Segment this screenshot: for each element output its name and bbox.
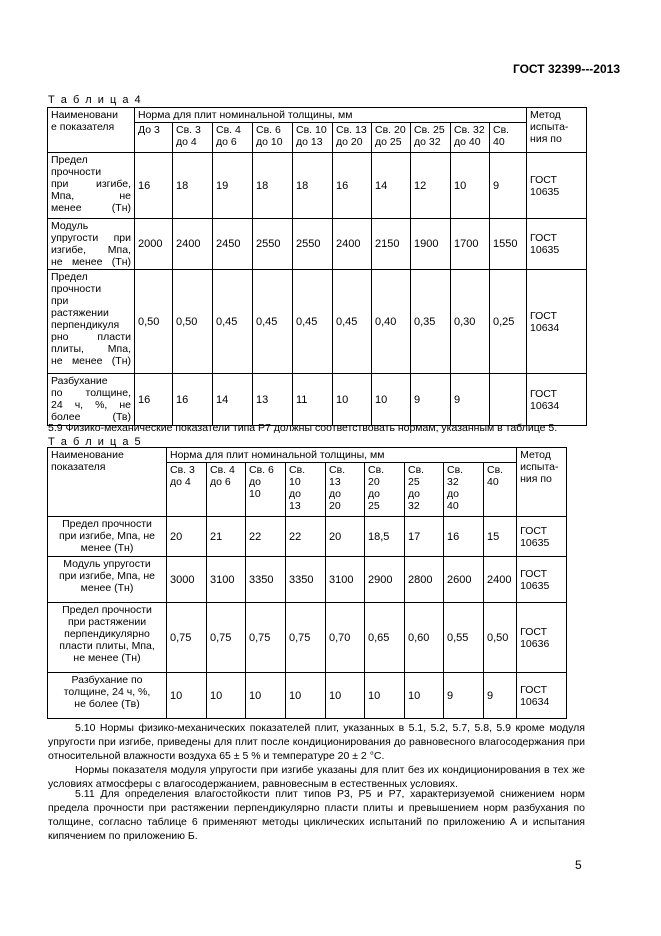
thickness-header: Св. 3 до 4 <box>167 463 207 517</box>
value-cell: 10 <box>286 673 326 719</box>
thickness-header: Св. 4 до 6 <box>213 123 253 153</box>
value-cell: 0,50 <box>173 270 213 374</box>
value-cell: 18 <box>293 153 333 219</box>
table-row <box>48 219 587 270</box>
value-cell: 0,70 <box>326 603 365 673</box>
value-cell: 2150 <box>372 219 411 270</box>
thickness-header: Св. 13 до 20 <box>333 123 372 153</box>
value-cell: 16 <box>135 153 173 219</box>
table4-method-header: Метод испыта- ния по <box>527 108 587 153</box>
method-cell: ГОСТ 10634 <box>527 270 587 374</box>
row-name: Разбухание по толщине, 24 ч, %, не более (Тв) <box>48 673 167 719</box>
value-cell: 18,5 <box>365 517 405 557</box>
value-cell: 0,40 <box>372 270 411 374</box>
value-cell: 0,25 <box>490 270 527 374</box>
table5-name-header: Наименование показателя <box>48 448 167 517</box>
thickness-header: Св. 6 до 10 <box>246 463 286 517</box>
table-row <box>48 153 587 219</box>
value-cell: 9 <box>490 153 527 219</box>
value-cell: 9 <box>451 374 490 426</box>
value-cell: 9 <box>411 374 451 426</box>
thickness-header: Св. 10 до 13 <box>293 123 333 153</box>
value-cell: 3100 <box>207 557 246 603</box>
value-cell: 2400 <box>484 557 517 603</box>
row-name: Разбухание по толщине, 24 ч, %, не более (Тв) <box>48 374 135 426</box>
table4-caption: Т а б л и ц а 4 <box>48 94 143 106</box>
value-cell: 2550 <box>253 219 293 270</box>
thickness-header: Св. 25 до 32 <box>405 463 444 517</box>
thickness-header: Св. 20 до 25 <box>372 123 411 153</box>
clause-5-11: 5.11 Для определения влагостойкости плит типов Р3, Р5 и Р7, характеризуемой снижением норм предела прочности при растяжении перпендикулярно пласти плиты и превышением норм разбухания по толщине, согласно таблице 6 применяют методы циклических испытаний по приложению А и испытания кипячением по приложению Б. <box>48 788 585 842</box>
value-cell: 9 <box>444 673 484 719</box>
value-cell: 13 <box>253 374 293 426</box>
value-cell: 10 <box>333 374 372 426</box>
value-cell: 10 <box>451 153 490 219</box>
clause-5-9: 5.9 Физико-механические показатели типа Р7 должны соответствовать нормам, указанным в таблице 5. <box>48 422 558 434</box>
value-cell: 0,30 <box>451 270 490 374</box>
clause-5-10: 5.10 Нормы физико-механических показателей плит, указанных в 5.1, 5.2, 5.7, 5.8, 5.9 кроме модуля упругости при изгибе, приведены для плит после кондиционирования до равновесного влагосодержания при относительной влажности воздуха 65 ± 5 % и температуре 20 ± 2 °С. <box>48 722 585 762</box>
table4-norm-header: Норма для плит номинальной толщины, мм <box>135 108 527 123</box>
table4-name-header: Наименовани е показателя <box>48 108 135 153</box>
value-cell: 12 <box>411 153 451 219</box>
row-name: Предел прочности при растяжении перпендикуля рно пласти плиты, Мпа, не менее (Тн) <box>48 270 135 374</box>
value-cell: 0,45 <box>213 270 253 374</box>
value-cell: 16 <box>333 153 372 219</box>
value-cell: 2400 <box>173 219 213 270</box>
thickness-header: Св. 4 до 6 <box>207 463 246 517</box>
method-cell: ГОСТ 10635 <box>517 517 567 557</box>
clause-5-10-note: Нормы показателя модуля упругости при изгибе указаны для плит без их кондиционирования в тех же условиях атмосферы с влагосодержанием, равновесным в естественных условиях. <box>48 764 585 790</box>
thickness-header: Св. 32 до 40 <box>451 123 490 153</box>
thickness-header: Св. 20 до 25 <box>365 463 405 517</box>
value-cell: 20 <box>326 517 365 557</box>
value-cell: 22 <box>286 517 326 557</box>
thickness-header: Св. 40 <box>484 463 517 517</box>
table4 <box>47 107 587 426</box>
method-cell: ГОСТ 10635 <box>527 153 587 219</box>
value-cell: 16 <box>444 517 484 557</box>
table-row <box>48 603 567 673</box>
value-cell: 0,60 <box>405 603 444 673</box>
value-cell: 0,50 <box>484 603 517 673</box>
value-cell: 3000 <box>167 557 207 603</box>
page-number: 5 <box>575 858 582 872</box>
row-name: Модуль упругости при изгибе, Мпа, не менее (Тн) <box>48 557 167 603</box>
value-cell: 0,75 <box>167 603 207 673</box>
thickness-header: Св. 40 <box>490 123 527 153</box>
table5-method-header: Метод испыта- ния по <box>517 448 567 517</box>
row-name: Предел прочности при растяжении перпендикулярно пласти плиты, Мпа, не менее (Тн) <box>48 603 167 673</box>
value-cell: 2550 <box>293 219 333 270</box>
table-row <box>48 673 567 719</box>
value-cell: 14 <box>372 153 411 219</box>
table-row <box>48 270 587 374</box>
value-cell: 0,65 <box>365 603 405 673</box>
method-cell: ГОСТ 10634 <box>527 374 587 426</box>
value-cell: 10 <box>365 673 405 719</box>
value-cell: 0,45 <box>253 270 293 374</box>
value-cell: 15 <box>484 517 517 557</box>
value-cell: 22 <box>246 517 286 557</box>
value-cell: 0,50 <box>135 270 173 374</box>
thickness-header: Св. 3 до 4 <box>173 123 213 153</box>
method-cell: ГОСТ 10634 <box>517 673 567 719</box>
value-cell: 3100 <box>326 557 365 603</box>
method-cell: ГОСТ 10635 <box>517 557 567 603</box>
value-cell: 2450 <box>213 219 253 270</box>
value-cell: 10 <box>167 673 207 719</box>
value-cell: 19 <box>213 153 253 219</box>
value-cell: 1550 <box>490 219 527 270</box>
value-cell: 16 <box>173 374 213 426</box>
thickness-header: Св. 32 до 40 <box>444 463 484 517</box>
table5 <box>47 447 567 719</box>
value-cell: 2600 <box>444 557 484 603</box>
value-cell: 21 <box>207 517 246 557</box>
thickness-header: Св. 10 до 13 <box>286 463 326 517</box>
value-cell: 14 <box>213 374 253 426</box>
table5-norm-header: Норма для плит номинальной толщины, мм <box>167 448 517 463</box>
value-cell: 1700 <box>451 219 490 270</box>
value-cell: 11 <box>293 374 333 426</box>
value-cell: 2900 <box>365 557 405 603</box>
value-cell: 20 <box>167 517 207 557</box>
table-row <box>48 517 567 557</box>
value-cell: 0,55 <box>444 603 484 673</box>
value-cell: 0,45 <box>293 270 333 374</box>
value-cell: 0,75 <box>246 603 286 673</box>
row-name: Предел прочности при изгибе, Мпа, не менее (Тн) <box>48 153 135 219</box>
table-row <box>48 557 567 603</box>
value-cell: 3350 <box>246 557 286 603</box>
value-cell <box>490 374 527 426</box>
row-name: Предел прочности при изгибе, Мпа, не менее (Тн) <box>48 517 167 557</box>
value-cell: 2800 <box>405 557 444 603</box>
value-cell: 18 <box>253 153 293 219</box>
thickness-header: Св. 25 до 32 <box>411 123 451 153</box>
method-cell: ГОСТ 10635 <box>527 219 587 270</box>
value-cell: 1900 <box>411 219 451 270</box>
value-cell: 3350 <box>286 557 326 603</box>
value-cell: 17 <box>405 517 444 557</box>
value-cell: 0,75 <box>286 603 326 673</box>
document-header: ГОСТ 32399---2013 <box>512 62 620 76</box>
value-cell: 10 <box>246 673 286 719</box>
value-cell: 2400 <box>333 219 372 270</box>
value-cell: 16 <box>135 374 173 426</box>
value-cell: 10 <box>207 673 246 719</box>
thickness-header: Св. 13 до 20 <box>326 463 365 517</box>
value-cell: 10 <box>372 374 411 426</box>
thickness-header: До 3 <box>135 123 173 153</box>
value-cell: 10 <box>405 673 444 719</box>
value-cell: 10 <box>326 673 365 719</box>
method-cell: ГОСТ 10636 <box>517 603 567 673</box>
table5-caption: Т а б л и ц а 5 <box>48 436 143 448</box>
value-cell: 0,75 <box>207 603 246 673</box>
value-cell: 0,45 <box>333 270 372 374</box>
table-row <box>48 374 587 426</box>
thickness-header: Св. 6 до 10 <box>253 123 293 153</box>
value-cell: 18 <box>173 153 213 219</box>
value-cell: 2000 <box>135 219 173 270</box>
value-cell: 0,35 <box>411 270 451 374</box>
value-cell: 9 <box>484 673 517 719</box>
row-name: Модуль упругости при изгибе, Мпа, не менее (Тн) <box>48 219 135 270</box>
